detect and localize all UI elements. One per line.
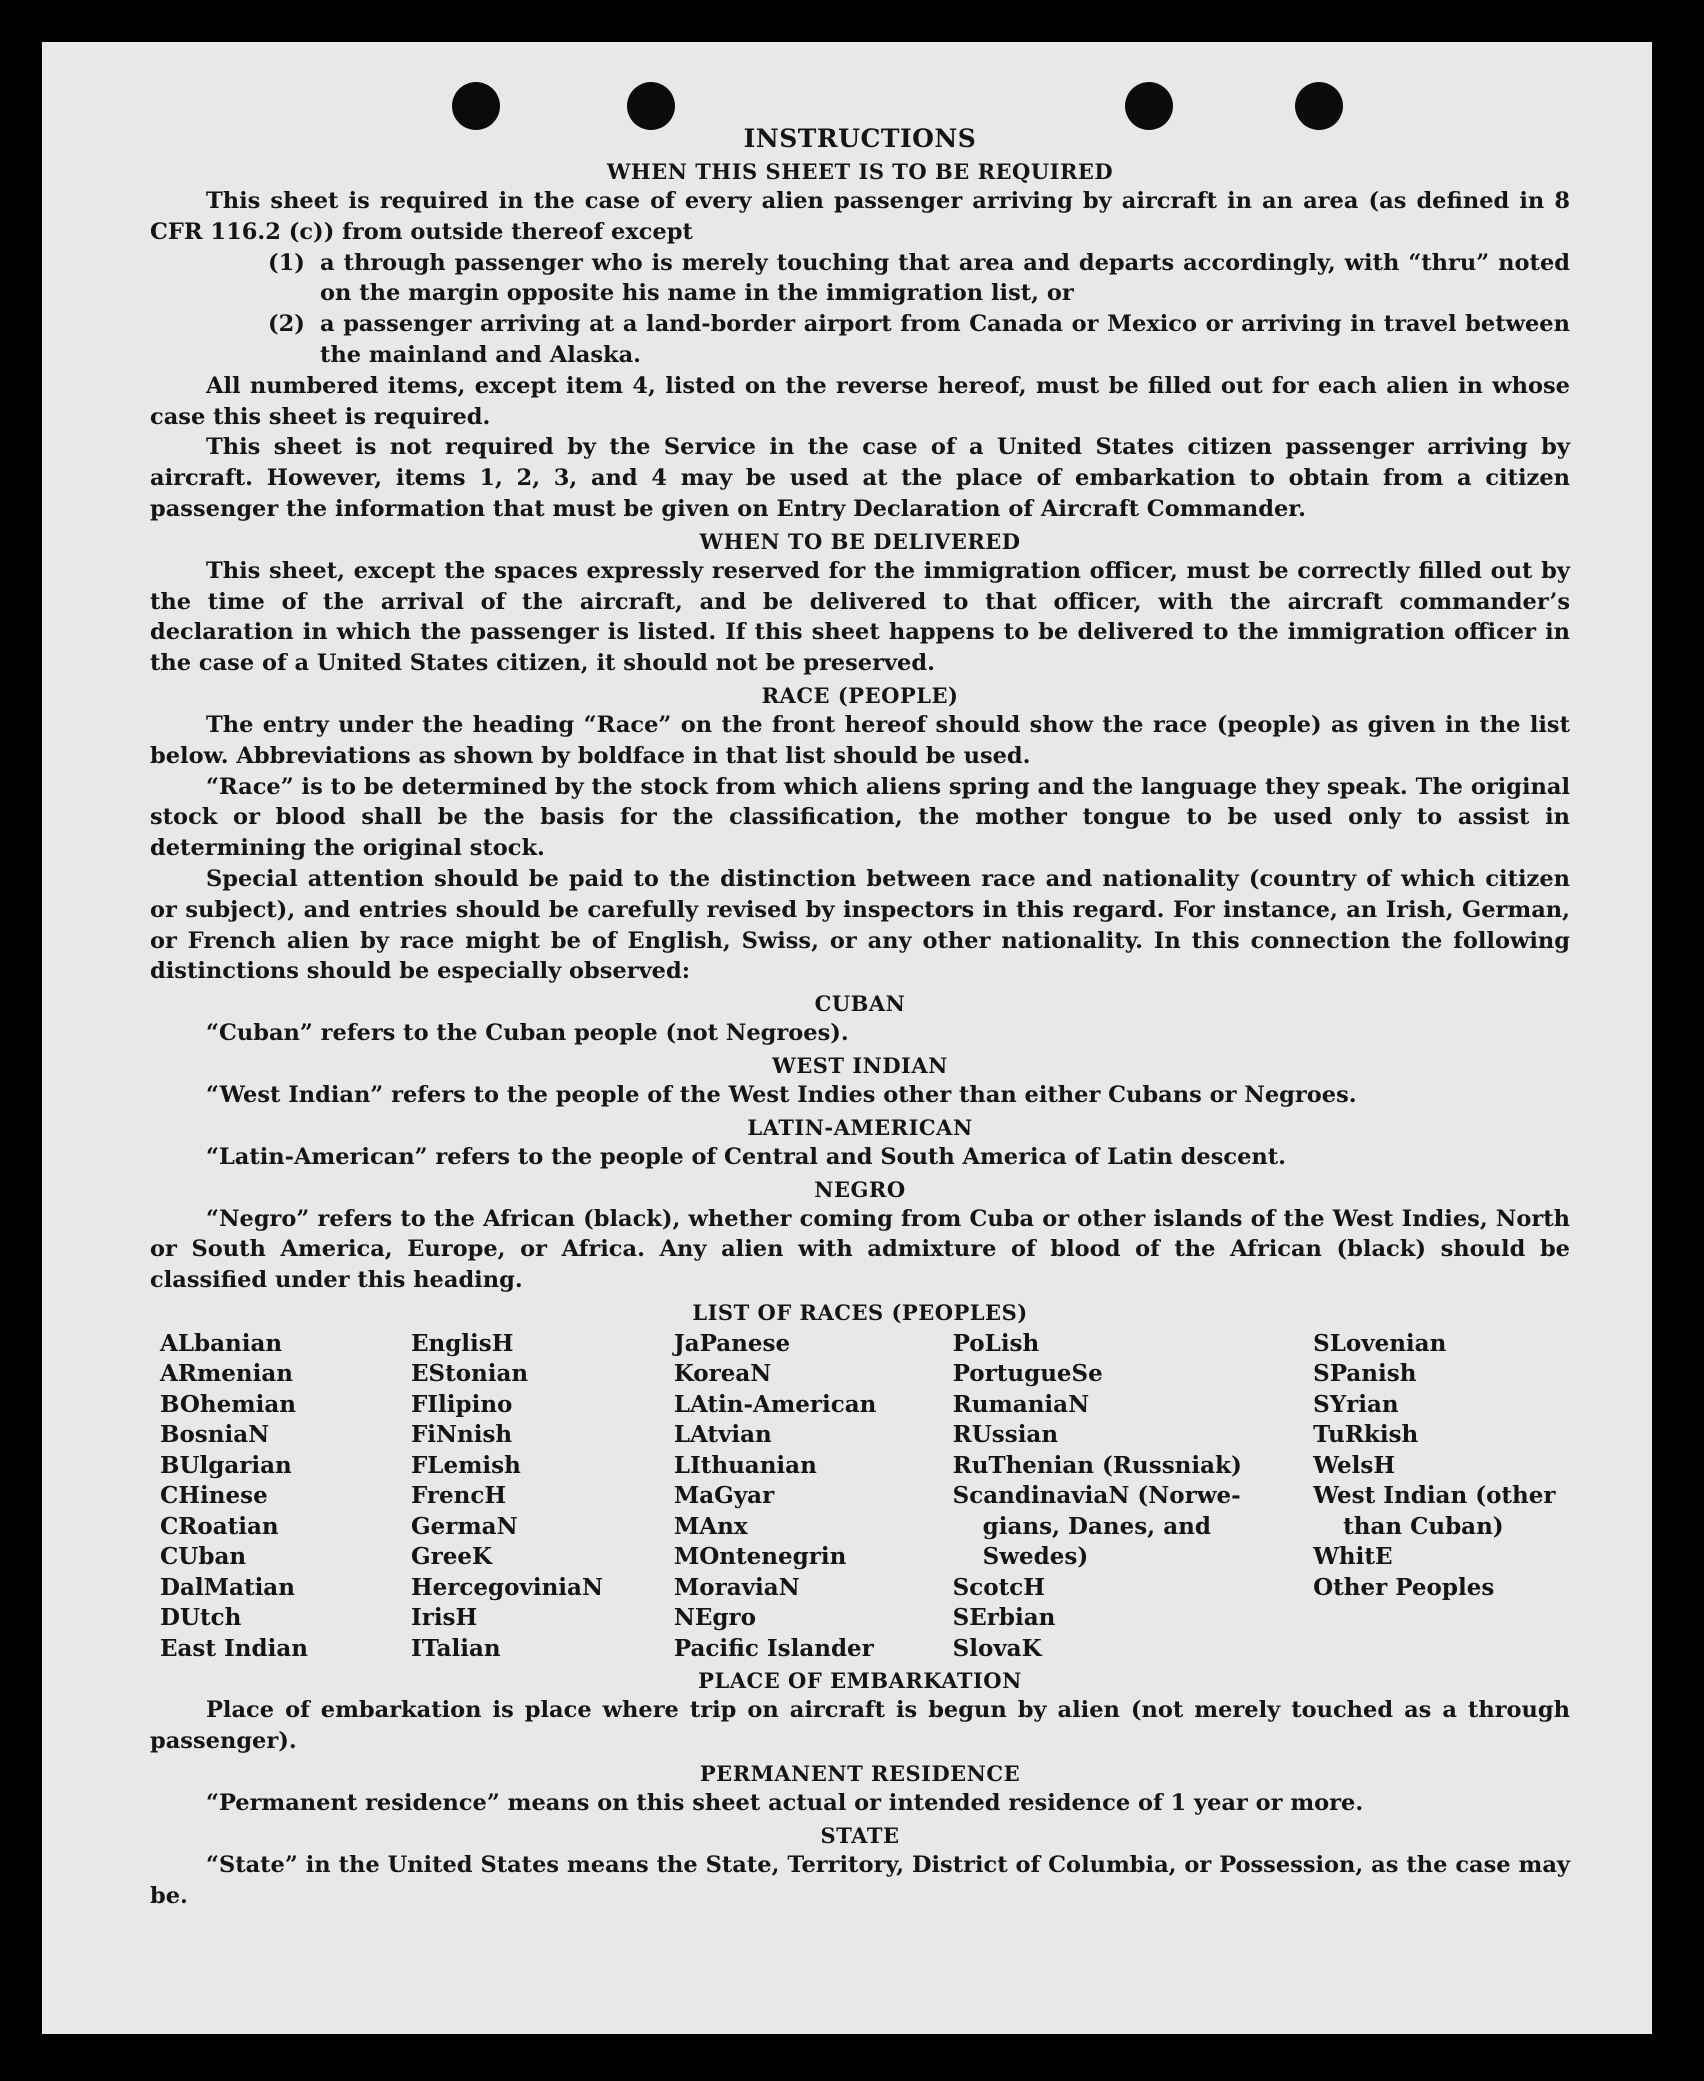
race-item: MaGyar [673, 1482, 775, 1510]
race-item: DUtch [160, 1604, 242, 1632]
race-item: GreeK [410, 1543, 492, 1571]
race-item: CUban [160, 1543, 247, 1571]
paragraph: “Permanent residence” means on this sheet actual or intended residence of 1 year or more. [206, 1790, 1364, 1816]
race-item: MoraviaN [673, 1573, 800, 1601]
race-item: RuThenian (Russniak) [952, 1451, 1242, 1479]
race-item: FrencH [410, 1482, 507, 1510]
race-item: PoLish [952, 1329, 1040, 1357]
race-column [411, 1329, 674, 1665]
section-heading: PERMANENT RESIDENCE [699, 1761, 1021, 1786]
race-item: LAtvian [673, 1421, 772, 1449]
item-number: (2) [268, 311, 305, 338]
page-title: INSTRUCTIONS [743, 124, 977, 153]
race-item-continuation: than Cuban) [1343, 1512, 1504, 1540]
race-item: BosniaN [160, 1421, 270, 1449]
section-heading: LIST OF RACES (PEOPLES) [692, 1299, 1028, 1325]
race-item: SlovaK [952, 1634, 1042, 1662]
race-item: MOntenegrin [673, 1543, 847, 1571]
race-item: DalMatian [160, 1573, 295, 1601]
section-heading: NEGRO [814, 1176, 906, 1202]
paragraph: “Race” is to be determined by the stock from which aliens spring and the language they speak. The original stock or blood shall be the basis for the classification, the mother tongue to be used only to assist in determining the original stock. [150, 773, 1570, 862]
instructions-body [150, 120, 1570, 1911]
paragraph: “State” in the United States means the State, Territory, District of Columbia, or Possession, as the case may be. [150, 1851, 1570, 1909]
race-item: SYrian [1313, 1390, 1399, 1418]
item-text: a passenger arriving at a land-border airport from Canada or Mexico or arriving in travel between the mainland and Alaska. [320, 311, 1570, 368]
race-item: JaPanese [673, 1329, 791, 1357]
section-heading: LATIN-AMERICAN [747, 1114, 973, 1140]
race-item: PortugueSe [952, 1360, 1103, 1388]
section-heading: WHEN TO BE DELIVERED [699, 528, 1021, 554]
paragraph: “West Indian” refers to the people of the West Indies other than either Cubans or Negroes. [206, 1081, 1357, 1108]
race-item: EStonian [410, 1360, 529, 1388]
race-item: ALbanian [160, 1329, 283, 1357]
race-item: ITalian [410, 1634, 501, 1662]
race-list [150, 1329, 1570, 1665]
race-item: HercegoviniaN [410, 1573, 603, 1601]
race-item: ScandinaviaN (Norwe- [952, 1482, 1241, 1510]
race-item: ARmenian [160, 1360, 294, 1388]
section-heading: STATE [820, 1822, 900, 1848]
race-item: GermaN [410, 1512, 518, 1540]
section-heading: CUBAN [814, 991, 906, 1017]
race-item: RumaniaN [952, 1390, 1090, 1418]
race-item: Other Peoples [1313, 1573, 1495, 1601]
race-item: BUlgarian [160, 1451, 292, 1479]
item-number: (1) [268, 249, 305, 276]
section-heading: WEST INDIAN [772, 1052, 948, 1078]
item-text: a through passenger who is merely touching that area and departs accordingly, with “thru” noted on the margin opposite his name in the immigration list, or [320, 249, 1570, 307]
race-item: SErbian [952, 1604, 1056, 1632]
paragraph: The entry under the heading “Race” on the front hereof should show the race (people) as given in the list below. Abbreviations as shown by boldface in that list should be used. [150, 711, 1570, 769]
numbered-item [150, 248, 1570, 310]
race-column [953, 1329, 1313, 1665]
numbered-item [150, 309, 1570, 371]
paragraph: “Latin-American” refers to the people of Central and South America of Latin descent. [206, 1143, 1286, 1170]
paragraph: Special attention should be paid to the distinction between race and nationality (country of which citizen or subject), and entries should be carefully revised by inspectors in this regard. For instance, an Irish, German, or French alien by race might be of English, Swiss, or any other nationality. In this connection the following distinctions should be especially observed: [150, 865, 1570, 985]
race-item: SLovenian [1313, 1329, 1447, 1357]
document-sheet [42, 42, 1652, 2034]
race-item: LIthuanian [673, 1451, 817, 1479]
race-item: FIlipino [410, 1390, 513, 1418]
race-column [674, 1329, 953, 1665]
race-item: Pacific Islander [673, 1634, 874, 1662]
race-item: KoreaN [673, 1360, 772, 1388]
race-column [1313, 1329, 1570, 1665]
race-item: CRoatian [160, 1512, 279, 1540]
race-item: MAnx [673, 1512, 748, 1540]
race-item: FiNnish [410, 1421, 513, 1449]
race-item: IrisH [410, 1604, 478, 1632]
paragraph: All numbered items, except item 4, listed on the reverse hereof, must be filled out for each alien in whose case this sheet is required. [150, 372, 1570, 430]
race-item: EnglisH [410, 1329, 514, 1357]
paragraph: This sheet, except the spaces expressly reserved for the immigration officer, must be correctly filled out by the time of the arrival of the aircraft, and be delivered to that officer, with the aircraft commander’s declaration in which the passenger is listed. If this sheet happens to be delivered to the immigration officer in the case of a United States citizen, it should not be preserved. [150, 557, 1570, 677]
race-item-continuation: gians, Danes, and [982, 1512, 1211, 1540]
section-heading: RACE (PEOPLE) [761, 682, 959, 708]
race-item: FLemish [410, 1451, 521, 1479]
race-item: SPanish [1313, 1360, 1417, 1388]
paragraph: Place of embarkation is place where trip on aircraft is begun by alien (not merely touched as a through passenger). [150, 1697, 1570, 1755]
race-item: RUssian [952, 1421, 1059, 1449]
race-item: BOhemian [160, 1390, 296, 1418]
race-column [150, 1329, 411, 1665]
race-item: NEgro [673, 1604, 756, 1632]
race-item: WelsH [1313, 1451, 1396, 1479]
race-item: WhitE [1313, 1543, 1393, 1571]
section-heading: WHEN THIS SHEET IS TO BE REQUIRED [606, 159, 1114, 184]
section-heading: PLACE OF EMBARKATION [698, 1668, 1022, 1694]
race-item: East Indian [160, 1634, 308, 1662]
race-item: TuRkish [1313, 1421, 1419, 1449]
paragraph: This sheet is not required by the Service in the case of a United States citizen passenger arriving by aircraft. However, items 1, 2, 3, and 4 may be used at the place of embarkation to obtain from a citizen passenger the information that must be given on Entry Declaration of Aircraft Commander. [150, 434, 1570, 522]
race-item: LAtin-American [673, 1390, 877, 1418]
race-item: West Indian (other [1313, 1482, 1556, 1510]
paragraph: “Cuban” refers to the Cuban people (not Negroes). [206, 1020, 849, 1047]
paragraph: This sheet is required in the case of every alien passenger arriving by aircraft in an area (as defined in 8 CFR 116.2 (c)) from outside thereof except [150, 188, 1570, 245]
race-item: ScotcH [952, 1573, 1045, 1601]
race-item: CHinese [160, 1482, 268, 1510]
paragraph: “Negro” refers to the African (black), whether coming from Cuba or other islands of the West Indies, North or South America, Europe, or Africa. Any alien with admixture of blood of the African (black) should be classified under this heading. [150, 1205, 1570, 1294]
race-item-continuation: Swedes) [982, 1543, 1089, 1571]
